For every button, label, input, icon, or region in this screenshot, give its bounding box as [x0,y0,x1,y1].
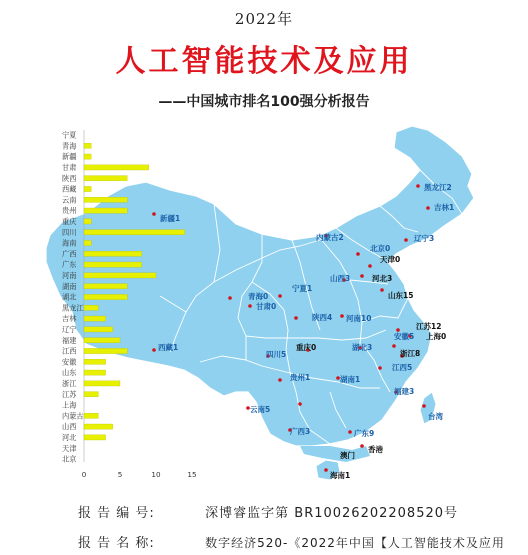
bar-category-label: 海南 [62,238,77,248]
province-label: 上海0 [426,332,447,341]
province-label: 黑龙江2 [424,183,452,192]
province-label: 安徽5 [394,332,415,341]
bar-mark [84,413,98,418]
bar-category-label: 青海 [62,141,77,151]
bar-mark [84,392,98,397]
report-subtitle: ——中国城市排名100强分析报告 [158,94,370,110]
bar-category-label: 新疆 [62,152,77,162]
bar-mark [84,154,91,159]
province-label: 陕西4 [312,313,333,322]
report-number-value: 深博睿监字第 BR10026202208520号 [205,506,459,521]
china-city-ranking-figure [0,110,528,495]
province-label: 河南10 [346,314,372,323]
bar-category-label: 天津 [62,443,77,453]
province-label: 台湾 [428,412,443,421]
province-label: 山东15 [388,291,414,300]
province-label: 浙江8 [400,349,421,358]
bar-category-label: 江苏 [62,389,77,399]
bar-category-label: 甘肃 [62,163,77,172]
bar-category-label: 河南 [62,271,77,280]
bar-mark [84,273,156,278]
bar-category-label: 北京 [62,454,77,464]
bar-category-label: 山西 [62,422,77,432]
bar-category-label: 上海 [62,400,77,410]
bar-mark [84,262,142,267]
bar-category-label: 云南 [62,195,77,205]
bar-x-tick-labels [82,470,197,479]
bar-mark [84,165,149,170]
province-label: 湖南1 [340,375,361,384]
bar-category-label: 广西 [62,249,77,259]
bar-mark [84,197,127,202]
bar-mark [84,186,91,191]
bar-category-label: 四川 [62,227,77,237]
province-label: 北京0 [370,244,391,253]
bar-mark [84,359,106,364]
bar-x-tick-label: 5 [117,470,123,479]
bar-mark [84,316,106,321]
province-label: 山西3 [330,274,351,283]
bar-category-label: 吉林 [62,314,77,324]
province-label: 江苏12 [416,322,442,331]
bar-category-label: 陕西 [62,173,77,183]
province-label: 河北3 [372,274,393,283]
bar-category-label: 福建 [62,335,77,345]
province-label: 天津0 [380,255,401,264]
bar-x-tick-label: 0 [81,470,87,479]
bar-mark [84,338,120,343]
bar-mark [84,327,113,332]
bar-category-label: 山东 [62,368,77,378]
province-label: 香港 [368,445,383,454]
province-label: 吉林1 [434,203,455,212]
province-label: 福建3 [394,387,415,396]
province-label: 广东9 [354,429,375,438]
bar-mark [84,219,91,224]
province-label: 江西5 [392,363,413,372]
bar-category-label: 辽宁 [62,325,77,334]
province-label: 重庆0 [296,343,317,352]
bar-category-label: 重庆 [62,217,77,226]
bar-x-tick-label: 10 [151,470,161,479]
bar-category-label: 湖南 [62,281,77,291]
bar-category-label: 浙江 [62,379,77,388]
report-name-row [78,532,505,551]
province-label: 辽宁3 [414,234,435,243]
bar-category-label: 西藏 [62,184,77,194]
bar-mark [84,143,91,148]
bar-category-label: 广东 [62,260,77,270]
report-number-label: 报 告 编 号: [78,506,155,521]
province-label: 海南1 [330,471,351,480]
province-label: 云南5 [250,405,271,414]
province-label: 四川5 [266,350,287,359]
bar-x-tick-label: 15 [187,470,197,479]
bar-mark [84,305,98,310]
bar-mark [84,370,106,375]
report-year: 2022年 [234,10,294,28]
province-label: 新疆1 [160,214,181,223]
report-name-value: 数字经济520-《2022年中国【人工智能技术及应用 [205,536,505,550]
bar-category-label: 宁夏 [62,130,77,140]
bar-category-label: 河北 [62,433,77,442]
province-label: 湖北3 [352,343,373,352]
province-label: 广西3 [290,427,311,436]
bar-category-label: 湖北 [62,292,77,302]
province-label: 内蒙古2 [316,233,344,242]
bar-mark [84,424,113,429]
report-number-row [78,502,458,521]
bar-mark [84,208,127,213]
bar-category-label: 安徽 [62,357,77,367]
bar-category-label: 黑龙江 [62,303,84,313]
report-name-label: 报 告 名 称: [78,536,155,551]
bar-mark [84,251,142,256]
bar-mark [84,240,91,245]
province-label: 西藏1 [158,343,179,352]
province-label: 青海0 [248,292,269,301]
bar-mark [84,230,185,235]
bar-category-label: 贵州 [62,206,77,216]
report-title: 人工智能技术及应用 [115,44,413,79]
province-label: 澳门 [340,451,355,460]
bar-mark [84,284,127,289]
bar-category-label: 江西 [62,346,77,356]
bar-category-label: 内蒙古 [62,411,84,421]
bar-mark [84,348,127,353]
bar-mark [84,294,127,299]
province-label: 甘肃0 [256,302,277,311]
bar-mark [84,176,127,181]
province-label: 宁夏1 [292,284,313,293]
bar-mark [84,381,120,386]
south-coast-strip [300,446,370,462]
bar-mark [84,435,106,440]
province-label: 贵州1 [290,373,311,382]
